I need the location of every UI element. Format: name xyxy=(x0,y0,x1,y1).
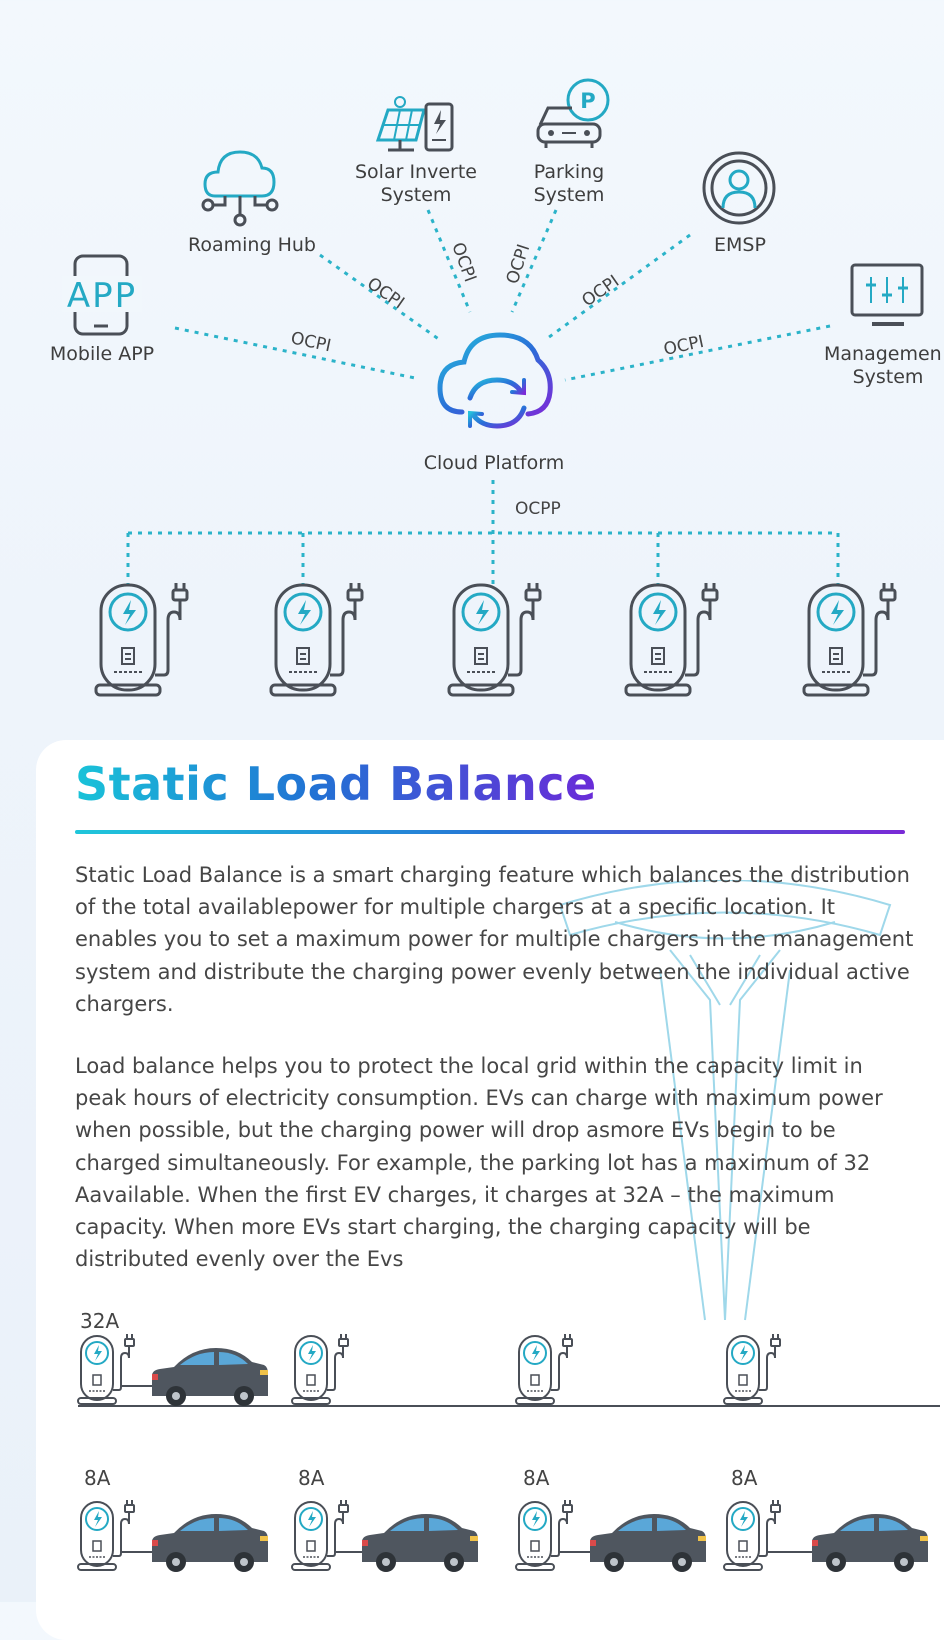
capacity-label-8a: 8A xyxy=(298,1466,325,1490)
charger-icon xyxy=(292,1500,348,1570)
ocpi-label-emsp: OCPI xyxy=(578,271,624,312)
monitor-sliders-icon xyxy=(852,265,922,324)
charger-icon xyxy=(449,583,540,695)
car-icon xyxy=(152,1514,268,1572)
ocpp-connections xyxy=(128,480,838,585)
solar-inverter-label-2: System xyxy=(380,184,452,206)
parking-system-label-2: System xyxy=(533,184,605,206)
paragraph-intro: Static Load Balance is a smart charging feature which balances the distribution of the total availablepower for multiple chargers at a specific location. It enables you to set a maximum power for multiple chargers in the management system and distribute the charging power evenly between the individual active chargers. xyxy=(75,863,914,1016)
load-balance-illustration xyxy=(0,1300,944,1602)
ocpp-label: OCPP xyxy=(515,499,561,519)
roaming-hub-node xyxy=(188,152,316,256)
emsp-node xyxy=(704,153,774,256)
charger-icon xyxy=(724,1500,780,1570)
parking-system-node xyxy=(534,80,608,206)
charger-icon xyxy=(516,1500,572,1570)
ocpi-label-app: OCPI xyxy=(288,328,333,357)
roaming-hub-label: Roaming Hub xyxy=(188,234,316,256)
cloud-platform-node xyxy=(424,335,564,474)
parking-car-icon xyxy=(538,80,608,148)
parking-system-label-1: Parking xyxy=(533,161,605,183)
network-diagram xyxy=(0,0,944,720)
charger-icon xyxy=(96,583,187,695)
charger-icon xyxy=(78,1500,134,1570)
car-icon xyxy=(590,1514,706,1572)
svg-text:P: P xyxy=(580,89,596,113)
car-icon xyxy=(152,1348,268,1406)
section-title: Static Load Balance xyxy=(75,757,597,811)
charger-icon xyxy=(804,583,895,695)
management-system-label-2: System xyxy=(852,366,924,388)
ocpi-label-roaming: OCPI xyxy=(363,273,408,314)
user-profile-icon xyxy=(704,153,774,223)
capacity-label-8a: 8A xyxy=(523,1466,550,1490)
title-underline xyxy=(75,830,905,834)
mobile-app-label: Mobile APP xyxy=(49,343,155,365)
car-icon xyxy=(812,1514,928,1572)
svg-text:APP: APP xyxy=(66,276,138,316)
mobile-app-node xyxy=(50,256,154,365)
solar-inverter-label-1: Solar Inverte xyxy=(355,161,477,183)
capacity-label-32a: 32A xyxy=(80,1309,120,1333)
charger-icon xyxy=(724,1334,780,1404)
emsp-label: EMSP xyxy=(714,234,766,256)
management-system-label-1: Managemen xyxy=(824,343,942,365)
charger-icon xyxy=(516,1334,572,1404)
paragraph-example: Load balance helps you to protect the local grid within the capacity limit in peak hours of electricity consumption. EVs can charge with maximum power when possible, but the charging power will drop asmore EVs begin to be charged simultaneously. For example, the parking lot has a maximum of 32 Aavailable. When the first EV charges, it charges at 32A – the maximum capacity. When more EVs start charging, the charging capacity will be distributed evenly over the Evs xyxy=(75,1054,883,1272)
ocpi-label-solar: OCPI xyxy=(447,239,480,285)
solar-inverter-node xyxy=(355,97,477,206)
capacity-label-8a: 8A xyxy=(84,1466,111,1490)
cloud-sync-icon xyxy=(440,335,550,426)
charger-icon xyxy=(292,1334,348,1404)
cloud-platform-label: Cloud Platform xyxy=(423,452,565,474)
charger-icon xyxy=(271,583,362,695)
cloud-network-icon xyxy=(203,152,277,225)
charger-icon xyxy=(626,583,717,695)
phone-icon xyxy=(62,256,142,334)
management-system-node xyxy=(824,265,942,388)
ocpi-label-parking: OCPI xyxy=(502,241,535,287)
capacity-label-8a: 8A xyxy=(731,1466,758,1490)
charger-icon xyxy=(78,1334,134,1404)
ocpi-label-management: OCPI xyxy=(661,331,706,360)
car-icon xyxy=(362,1514,478,1572)
solar-panel-icon xyxy=(378,97,452,150)
